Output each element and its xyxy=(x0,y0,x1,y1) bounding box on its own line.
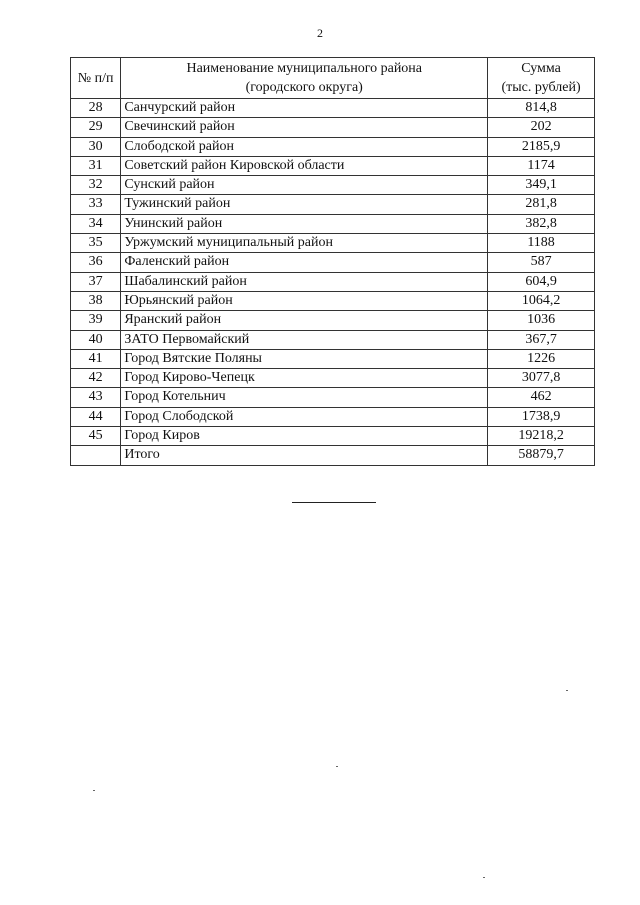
header-sum-line2: (тыс. рублей) xyxy=(501,80,581,95)
row-name: Слободской район xyxy=(121,137,488,156)
header-number-label: № п/п xyxy=(77,70,114,86)
header-number xyxy=(71,58,121,99)
total-row xyxy=(71,446,595,465)
row-name: Сунский район xyxy=(121,176,488,195)
table-row xyxy=(71,388,595,407)
header-name xyxy=(121,58,488,99)
row-number: 39 xyxy=(71,311,121,330)
total-number xyxy=(71,446,121,465)
table-row xyxy=(71,349,595,368)
scan-speck xyxy=(566,690,568,691)
row-number: 41 xyxy=(71,349,121,368)
table-row xyxy=(71,156,595,175)
row-number: 42 xyxy=(71,369,121,388)
row-name: Советский район Кировской области xyxy=(121,156,488,175)
scan-speck xyxy=(93,790,95,791)
row-number: 32 xyxy=(71,176,121,195)
row-number: 40 xyxy=(71,330,121,349)
row-number: 38 xyxy=(71,291,121,310)
table-row xyxy=(71,291,595,310)
row-sum: 1226 xyxy=(488,349,595,368)
table-row xyxy=(71,427,595,446)
table-row xyxy=(71,369,595,388)
total-sum: 58879,7 xyxy=(488,446,595,465)
table-row xyxy=(71,407,595,426)
row-name: Фаленский район xyxy=(121,253,488,272)
row-name: Шабалинский район xyxy=(121,272,488,291)
row-sum: 587 xyxy=(488,253,595,272)
row-sum: 3077,8 xyxy=(488,369,595,388)
row-sum: 462 xyxy=(488,388,595,407)
table-row xyxy=(71,214,595,233)
row-name: Юрьянский район xyxy=(121,291,488,310)
row-sum: 2185,9 xyxy=(488,137,595,156)
row-sum: 281,8 xyxy=(488,195,595,214)
row-number: 35 xyxy=(71,234,121,253)
table-row xyxy=(71,253,595,272)
table-row xyxy=(71,137,595,156)
row-name: Свечинский район xyxy=(121,118,488,137)
row-sum: 604,9 xyxy=(488,272,595,291)
row-number: 36 xyxy=(71,253,121,272)
row-sum: 814,8 xyxy=(488,99,595,118)
row-name: Город Киров xyxy=(121,427,488,446)
scan-speck xyxy=(483,877,485,878)
table-row xyxy=(71,99,595,118)
scan-speck xyxy=(336,766,338,767)
table-row xyxy=(71,311,595,330)
table-row xyxy=(71,118,595,137)
row-number: 33 xyxy=(71,195,121,214)
row-number: 44 xyxy=(71,407,121,426)
header-name-line1: Наименование муниципального района xyxy=(186,61,423,76)
row-sum: 1174 xyxy=(488,156,595,175)
end-separator-line xyxy=(292,502,376,503)
page-number: 2 xyxy=(317,26,323,40)
row-number: 31 xyxy=(71,156,121,175)
table-row xyxy=(71,272,595,291)
table-header-row xyxy=(71,58,595,99)
row-name: Город Котельнич xyxy=(121,388,488,407)
total-label: Итого xyxy=(121,446,488,465)
header-sum-line1: Сумма xyxy=(521,61,561,76)
row-name: Город Вятские Поляны xyxy=(121,349,488,368)
row-sum: 19218,2 xyxy=(488,427,595,446)
table-row xyxy=(71,176,595,195)
row-name: Яранский район xyxy=(121,311,488,330)
row-name: Город Кирово-Чепецк xyxy=(121,369,488,388)
table-row xyxy=(71,330,595,349)
header-name-line2: (городского округа) xyxy=(245,80,363,95)
row-number: 37 xyxy=(71,272,121,291)
row-name: ЗАТО Первомайский xyxy=(121,330,488,349)
row-number: 43 xyxy=(71,388,121,407)
table-body xyxy=(71,99,595,466)
row-sum: 1064,2 xyxy=(488,291,595,310)
row-number: 45 xyxy=(71,427,121,446)
row-name: Санчурский район xyxy=(121,99,488,118)
row-name: Тужинский район xyxy=(121,195,488,214)
header-sum xyxy=(488,58,595,99)
row-sum: 349,1 xyxy=(488,176,595,195)
row-name: Город Слободской xyxy=(121,407,488,426)
row-number: 30 xyxy=(71,137,121,156)
table-row xyxy=(71,195,595,214)
budget-table xyxy=(70,57,595,466)
row-sum: 202 xyxy=(488,118,595,137)
row-sum: 1188 xyxy=(488,234,595,253)
row-sum: 382,8 xyxy=(488,214,595,233)
row-name: Унинский район xyxy=(121,214,488,233)
table-row xyxy=(71,234,595,253)
row-sum: 1036 xyxy=(488,311,595,330)
row-number: 29 xyxy=(71,118,121,137)
row-number: 34 xyxy=(71,214,121,233)
row-sum: 367,7 xyxy=(488,330,595,349)
row-sum: 1738,9 xyxy=(488,407,595,426)
row-number: 28 xyxy=(71,99,121,118)
row-name: Уржумский муниципальный район xyxy=(121,234,488,253)
